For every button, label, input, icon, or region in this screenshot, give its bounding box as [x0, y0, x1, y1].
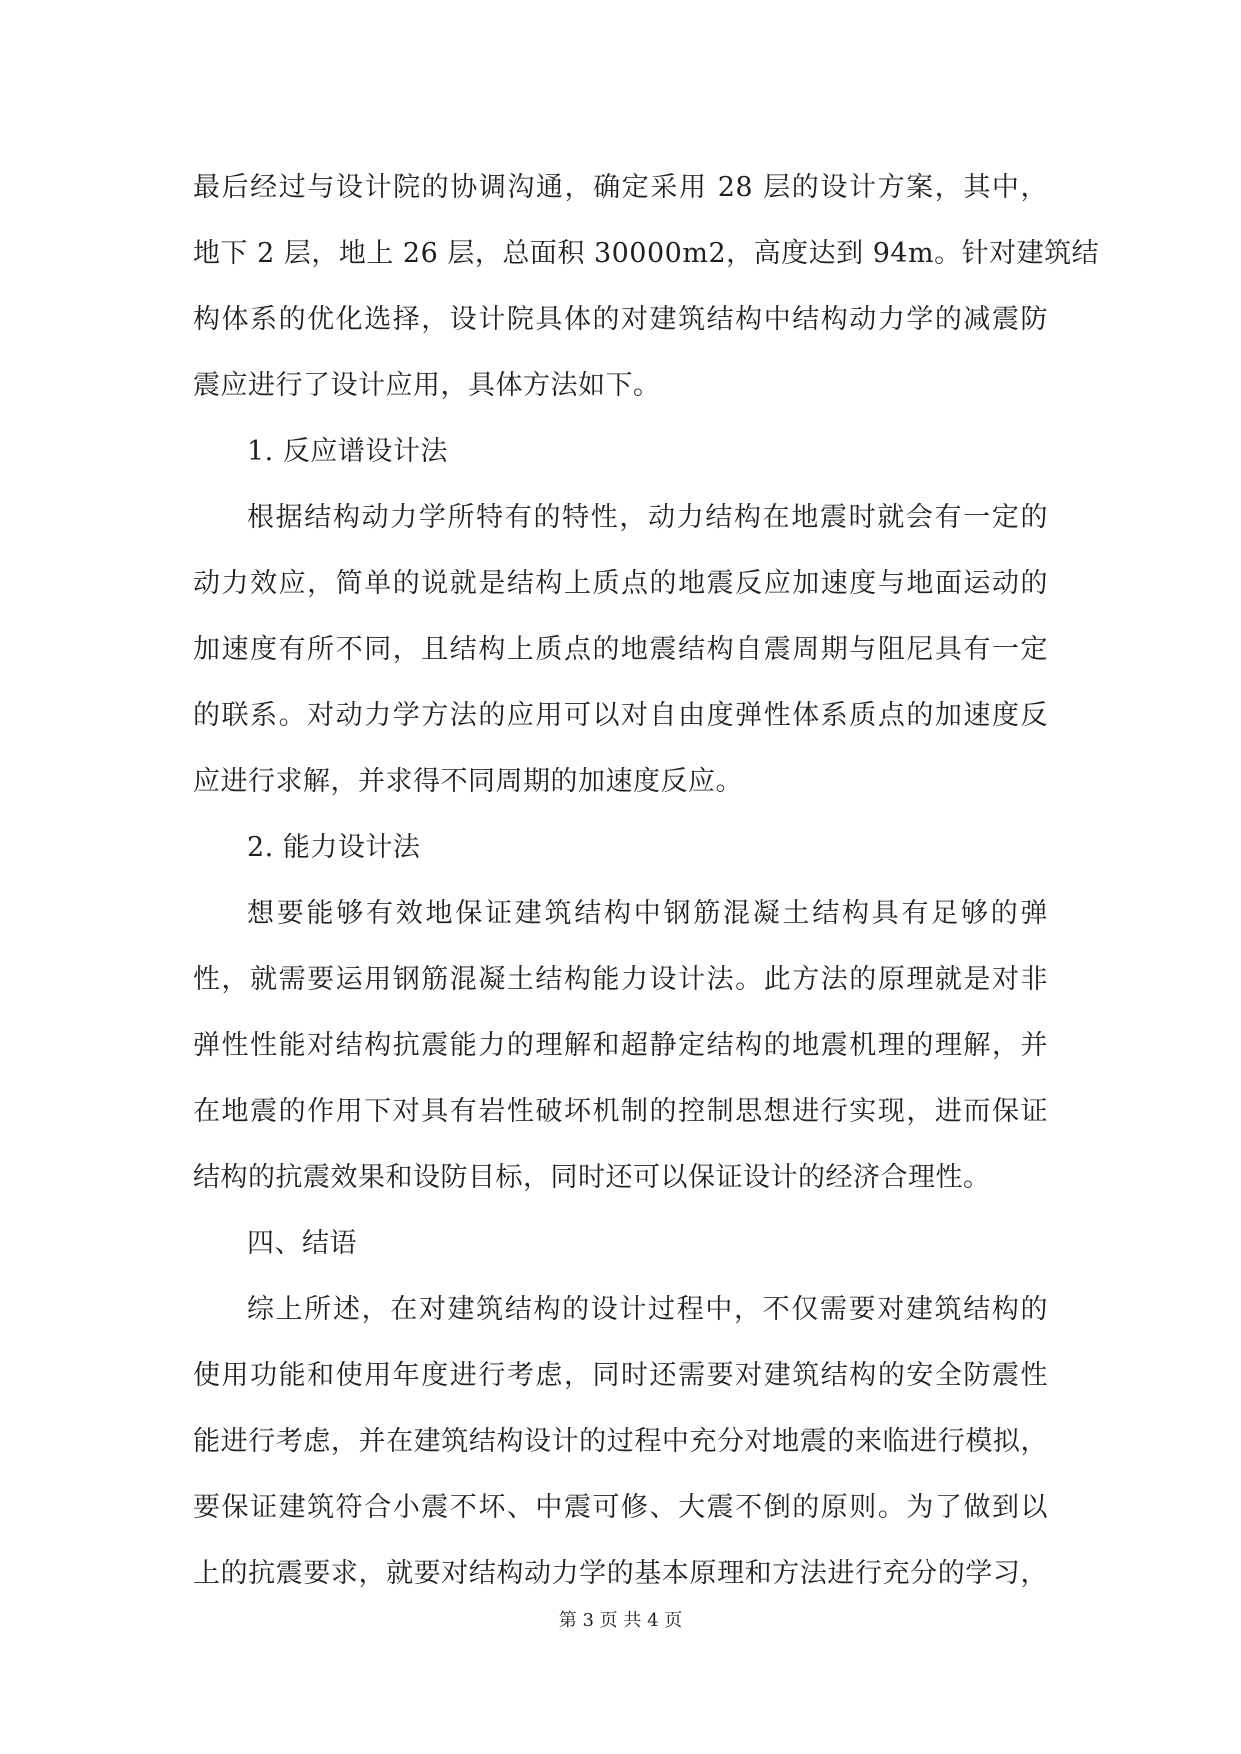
text-line: 根据结构动力学所特有的特性，动力结构在地震时就会有一定的: [247, 502, 1048, 533]
text-line: 构体系的优化选择，设计院具体的对建筑结构中结构动力学的减震防: [193, 304, 1048, 335]
text-line: 能进行考虑，并在建筑结构设计的过程中充分对地震的来临进行模拟，: [193, 1426, 1048, 1457]
text-line: 1. 反应谱设计法: [247, 436, 448, 467]
text-line: 在地震的作用下对具有岩性破坏机制的控制思想进行实现，进而保证: [193, 1096, 1048, 1127]
text-line: 应进行求解，并求得不同周期的加速度反应。: [193, 766, 743, 797]
document-body: [193, 155, 1100, 1607]
text-line: 加速度有所不同，且结构上质点的地震结构自震周期与阻尼具有一定: [193, 634, 1048, 665]
text-line: 震应进行了设计应用，具体方法如下。: [193, 370, 661, 401]
text-line: 性，就需要运用钢筋混凝土结构能力设计法。此方法的原理就是对非: [193, 964, 1048, 995]
text-line: 的联系。对动力学方法的应用可以对自由度弹性体系质点的加速度反: [193, 700, 1048, 731]
text-line: 使用功能和使用年度进行考虑，同时还需要对建筑结构的安全防震性: [193, 1360, 1048, 1391]
text-line: 弹性性能对结构抗震能力的理解和超静定结构的地震机理的理解，并: [193, 1030, 1048, 1061]
text-line: 2. 能力设计法: [247, 832, 421, 863]
text-line: 动力效应，简单的说就是结构上质点的地震反应加速度与地面运动的: [193, 568, 1048, 599]
text-line: 结构的抗震效果和设防目标，同时还可以保证设计的经济合理性。: [193, 1162, 991, 1193]
text-line: 四、结语: [247, 1228, 357, 1259]
text-line: 综上所述，在对建筑结构的设计过程中，不仅需要对建筑结构的: [247, 1294, 1048, 1325]
text-line: 地下 2 层，地上 26 层，总面积 30000m2，高度达到 94m。针对建筑结: [193, 238, 1100, 269]
page-number-footer: 第 3 页 共 4 页: [558, 1610, 683, 1631]
text-line: 最后经过与设计院的协调沟通，确定采用 28 层的设计方案，其中，: [193, 172, 1048, 203]
text-line: 想要能够有效地保证建筑结构中钢筋混凝土结构具有足够的弹: [247, 898, 1048, 929]
text-line: 要保证建筑符合小震不坏、中震可修、大震不倒的原则。为了做到以: [193, 1492, 1048, 1523]
text-line: 上的抗震要求，就要对结构动力学的基本原理和方法进行充分的学习，: [193, 1558, 1048, 1589]
